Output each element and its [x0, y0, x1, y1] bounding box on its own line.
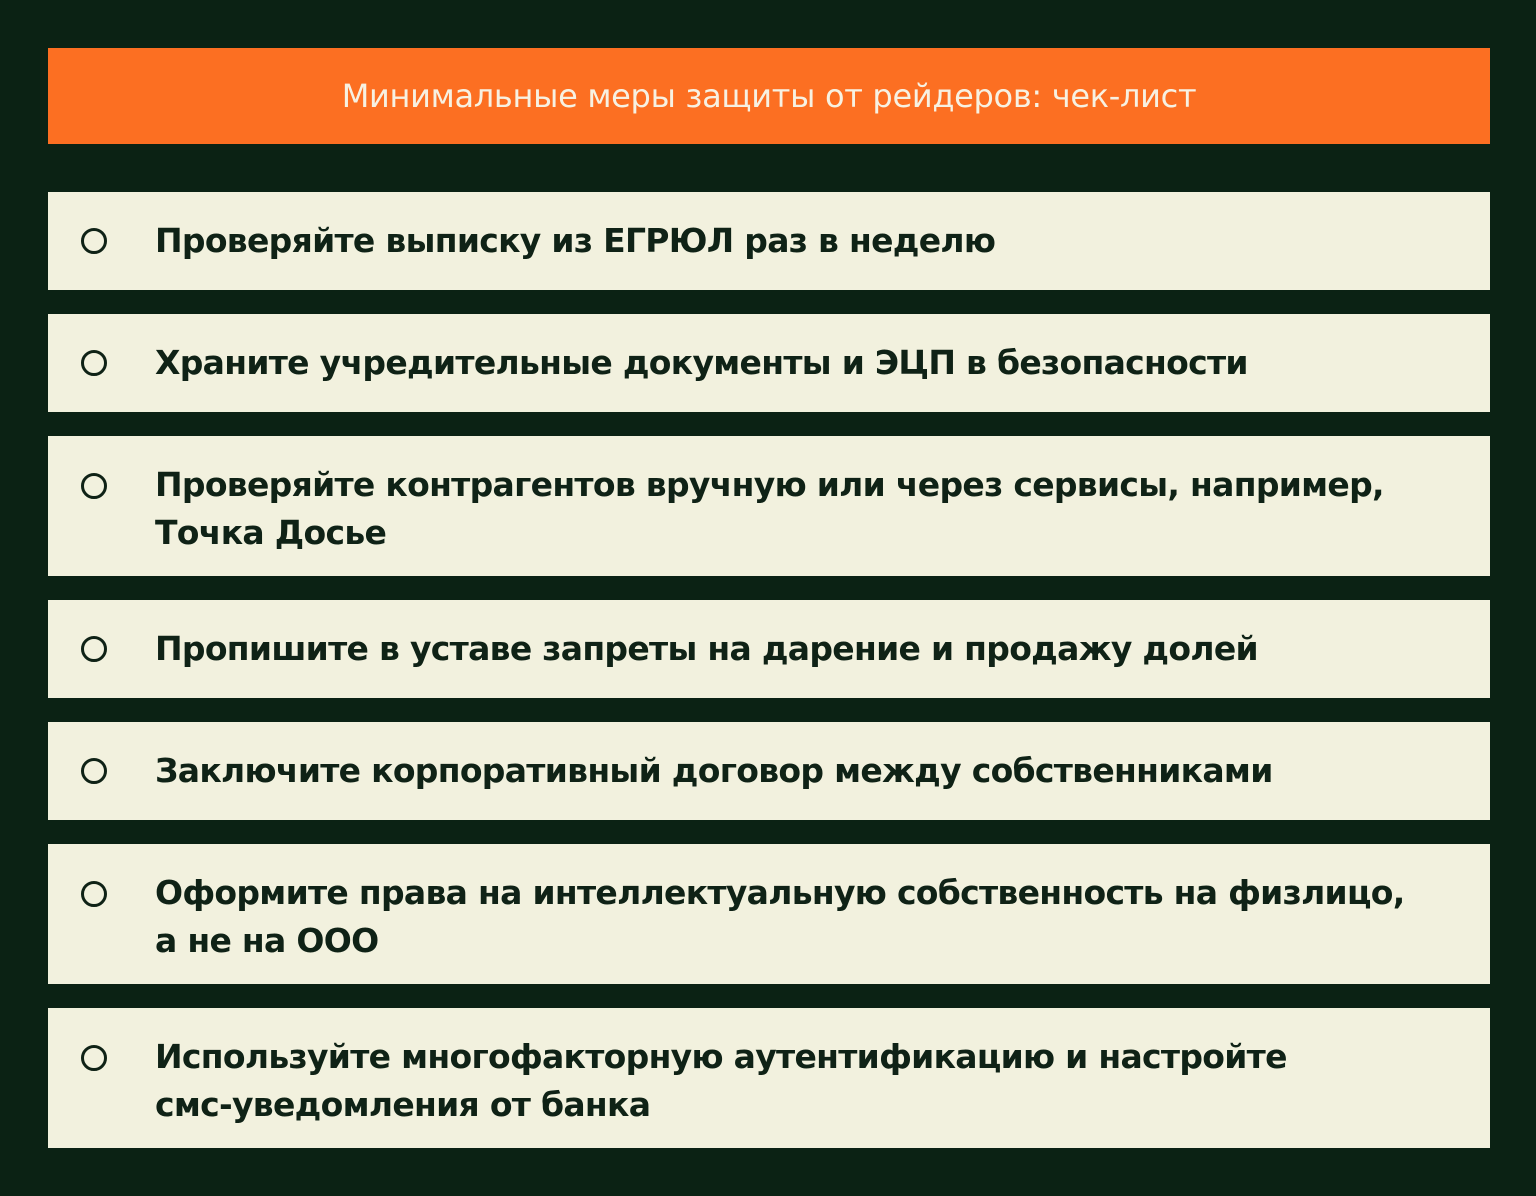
checklist-item-label: Проверяйте контрагентов вручную или через сервисы, например, Точка Досье [155, 465, 1384, 552]
checklist-header [48, 48, 1490, 144]
checklist-item-label: Храните учредительные документы и ЭЦП в безопасности [155, 343, 1248, 382]
checklist-item[interactable] [48, 722, 1490, 820]
checklist-item[interactable] [48, 436, 1490, 576]
checklist-item[interactable] [48, 600, 1490, 698]
checklist-item[interactable] [48, 844, 1490, 984]
checkbox-circle-icon[interactable] [81, 473, 107, 499]
checklist-item-label: Оформите права на интеллектуальную собственность на физлицо, а не на ООО [155, 873, 1405, 960]
page-title: Минимальные меры защиты от рейдеров: чек-лист [341, 77, 1197, 115]
checkbox-circle-icon[interactable] [81, 350, 107, 376]
checkbox-circle-icon[interactable] [81, 228, 107, 254]
checkbox-circle-icon[interactable] [81, 636, 107, 662]
checklist-item-label: Пропишите в уставе запреты на дарение и продажу долей [155, 629, 1258, 668]
checkbox-circle-icon[interactable] [81, 1045, 107, 1071]
checklist-item[interactable] [48, 314, 1490, 412]
checkbox-circle-icon[interactable] [81, 881, 107, 907]
checklist-item[interactable] [48, 192, 1490, 290]
checklist-item-label: Используйте многофакторную аутентификацию и настройте смс-уведомления от банка [155, 1037, 1287, 1124]
checklist-item-label: Заключите корпоративный договор между собственниками [155, 751, 1273, 790]
checklist-item-label: Проверяйте выписку из ЕГРЮЛ раз в неделю [155, 221, 996, 260]
checkbox-circle-icon[interactable] [81, 758, 107, 784]
checklist-item[interactable] [48, 1008, 1490, 1148]
